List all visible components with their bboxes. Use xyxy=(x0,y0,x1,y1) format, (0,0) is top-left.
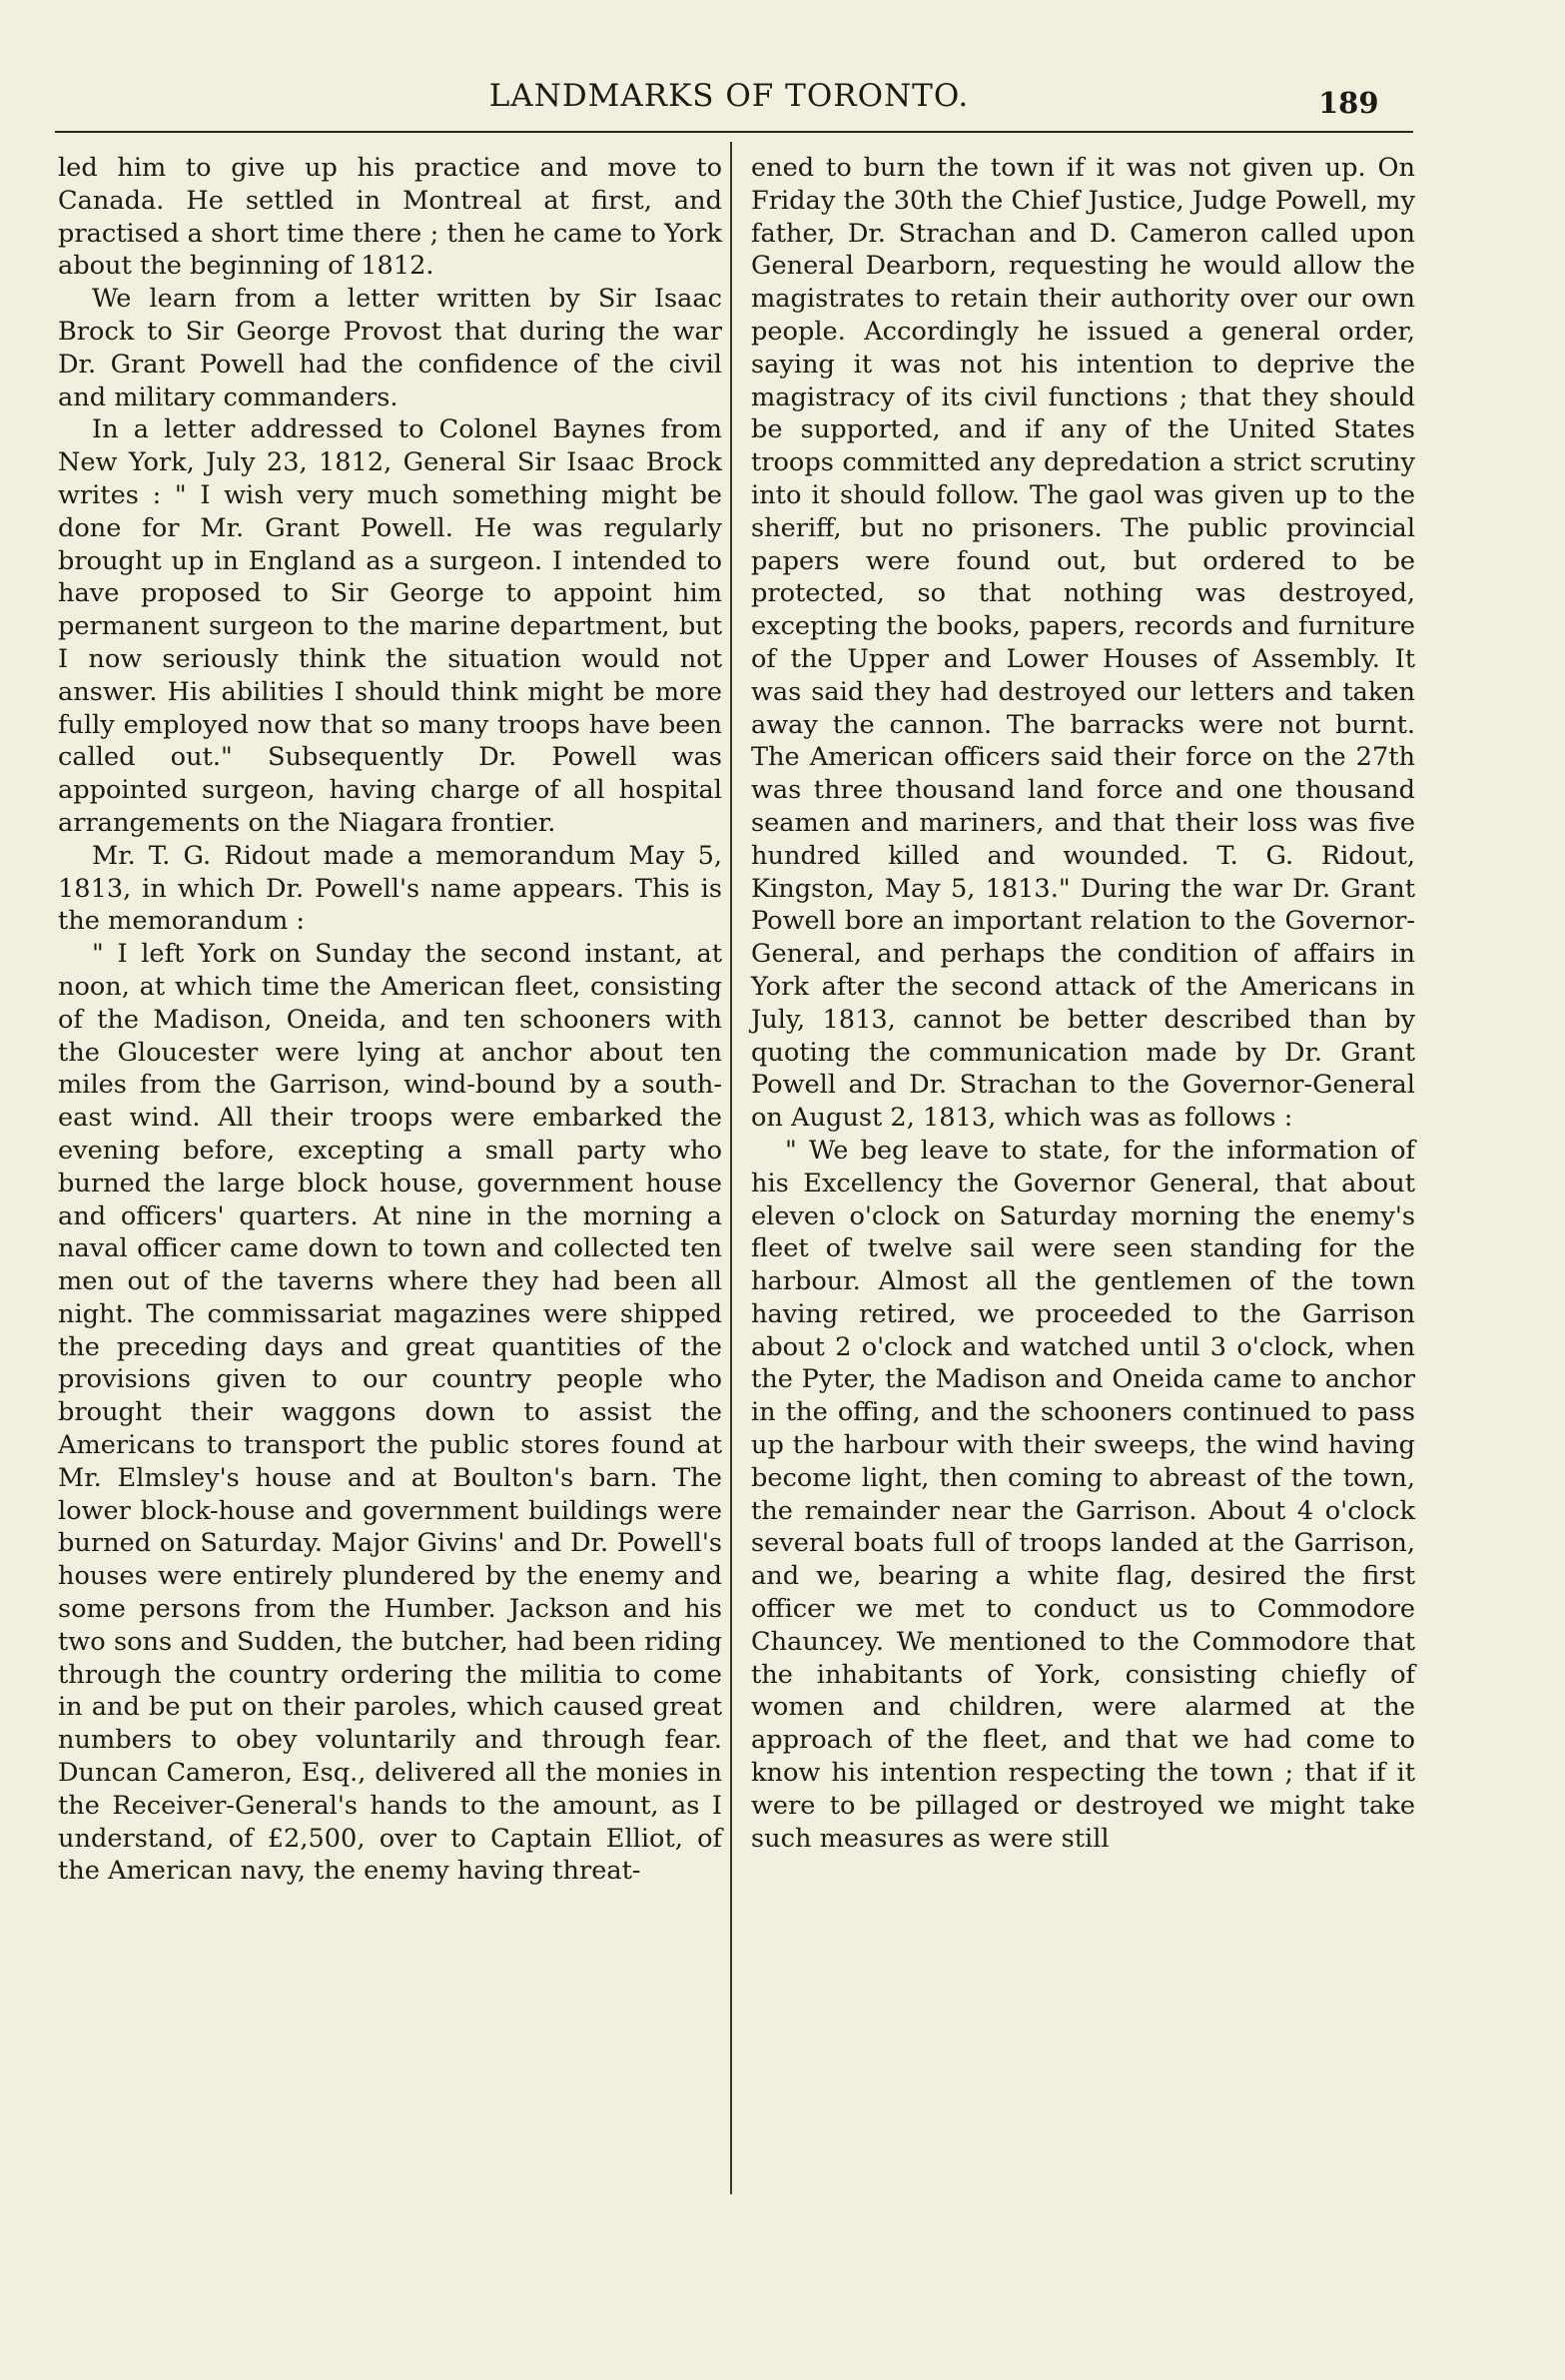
column-divider xyxy=(730,142,732,2194)
left-column xyxy=(58,152,722,1888)
paragraph: " We beg leave to state, for the information of his Excellency the Governor General, that about eleven o'clock on Saturday morning the enemy's fleet of twelve sail were seen standing for the harbour. Almost all the gentlemen of the town having retired, we proceeded to the Garrison about 2 o'clock and watched until 3 o'clock, when the Pyter, the Madison and Oneida came to anchor in the offing, and the schooners continued to pass up the harbour with their sweeps, the wind having become light, then coming to abreast of the town, the remainder near the Garrison. About 4 o'clock several boats full of troops landed at the Garrison, and we, bearing a white flag, desired the first officer we met to conduct us to Commodore Chauncey. We mentioned to the Commodore that the inhabitants of York, consisting chiefly of women and children, were alarmed at the approach of the fleet, and that we had come to know his intention respecting the town ; that if it were to be pillaged or destroyed we might take such measures as were still xyxy=(751,1135,1415,1854)
paragraph: In a letter addressed to Colonel Baynes from New York, July 23, 1812, General Sir Isaac Brock writes : " I wish very much something might be done for Mr. Grant Powell. He was regularly brought up in England as a surgeon. I intended to have proposed to Sir George to appoint him permanent surgeon to the marine department, but I now seriously think the situation would not answer. His abilities I should think might be more fully employed now that so many troops have been called out." Subsequently Dr. Powell was appointed surgeon, having charge of all hospital arrangements on the Niagara frontier. xyxy=(58,414,722,838)
right-column xyxy=(751,152,1415,1855)
paragraph: " I left York on Sunday the second instant, at noon, at which time the American fleet, consisting of the Madison, Oneida, and ten schooners with the Gloucester were lying at anchor about ten miles from the Garrison, wind-bound by a south-east wind. All their troops were embarked the evening before, excepting a small party who burned the large block house, government house and officers' quarters. At nine in the morning a naval officer came down to town and collected ten men out of the taverns where they had been all night. The commissariat magazines were shipped the preceding days and great quantities of the provisions given to our country people who brought their waggons down to assist the Americans to transport the public stores found at Mr. Elmsley's house and at Boulton's barn. The lower block-house and government buildings were burned on Saturday. Major Givins' and Dr. Powell's houses were entirely plundered by the enemy and some persons from the Humber. Jackson and his two sons and Sudden, the butcher, had been riding through the country ordering the militia to come in and be put on their paroles, which caused great numbers to obey voluntarily and through fear. Duncan Cameron, Esq., delivered all the monies in the Receiver-General's hands to the amount, as I understand, of £2,500, over to Captain Elliot, of the American navy, the enemy having threat- xyxy=(58,939,722,1887)
paragraph: We learn from a letter written by Sir Isaac Brock to Sir George Provost that during the war Dr. Grant Powell had the confidence of the civil and military commanders. xyxy=(58,284,722,412)
running-header: LANDMARKS OF TORONTO. xyxy=(488,78,970,114)
header-rule xyxy=(55,131,1413,133)
paragraph: ened to burn the town if it was not given up. On Friday the 30th the Chief Justice, Judge Powell, my father, Dr. Strachan and D. Cameron called upon General Dearborn, requesting he would allow the magistrates to retain their authority over our own people. Accordingly he issued a general order, saying it was not his intention to deprive the magistracy of its civil functions ; that they should be supported, and if any of the United States troops committed any depredation a strict scrutiny into it should follow. The gaol was given up to the sheriff, but no prisoners. The public provincial papers were found out, but ordered to be protected, so that nothing was destroyed, excepting the books, papers, records and furniture of the Upper and Lower Houses of Assembly. It was said they had destroyed our letters and taken away the cannon. The barracks were not burnt. The American officers said their force on the 27th was three thousand land force and one thousand seamen and mariners, and that their loss was five hundred killed and wounded. T. G. Ridout, Kingston, May 5, 1813." During the war Dr. Grant Powell bore an important relation to the Governor-General, and perhaps the condition of affairs in York after the second attack of the Americans in July, 1813, cannot be better described than by quoting the communication made by Dr. Grant Powell and Dr. Strachan to the Governor-General on August 2, 1813, which was as follows : xyxy=(751,153,1415,1134)
paragraph: led him to give up his practice and move to Canada. He settled in Montreal at first, and practised a short time there ; then he came to York about the beginning of 1812. xyxy=(58,153,722,282)
paragraph: Mr. T. G. Ridout made a memorandum May 5, 1813, in which Dr. Powell's name appears. This is the memorandum : xyxy=(58,840,722,937)
page-number: 189 xyxy=(1318,86,1379,120)
